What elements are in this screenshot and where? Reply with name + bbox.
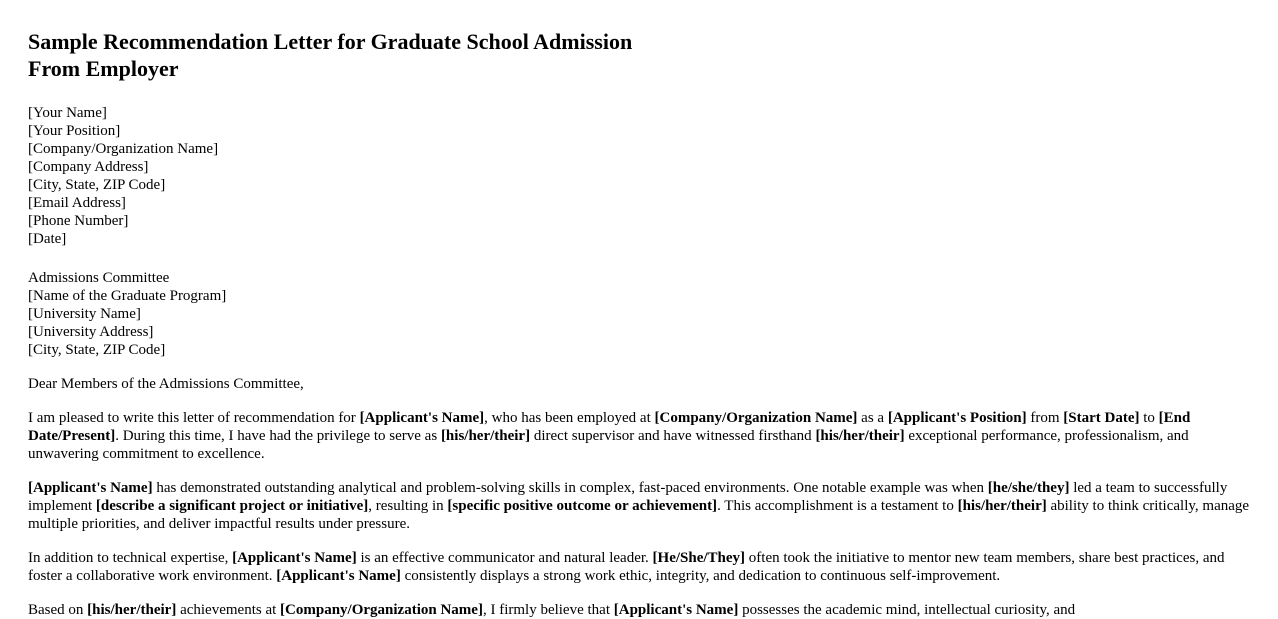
recipient-committee: Admissions Committee [28,270,170,286]
sender-company: [Company/Organization Name] [28,141,219,157]
sender-position: [Your Position] [28,123,121,139]
placeholder-field: [specific positive outcome or achievement] [447,498,718,514]
placeholder-field: [Applicant's Position] [887,410,1027,426]
recipient-address-block [28,269,1250,359]
placeholder-field: [Applicant's Name] [232,550,357,566]
sender-city-state-zip: [City, State, ZIP Code] [28,177,166,193]
placeholder-field: [He/She/They] [652,550,746,566]
page-title [28,28,1250,82]
placeholder-field: [his/her/their] [87,602,177,618]
body-paragraph-2: [Applicant's Name] has demonstrated outstanding analytical and problem-solving skills in complex, fast-paced environments. One notable example was when [he/she/they] led a team to successfully implement [describe a significant project or initiative], resulting in [specific positive outcome or achievement]. This accomplishment is a testament to [his/her/their] ability to think critically, manage multiple priorities, and deliver impactful results under pressure. [28,480,1250,532]
placeholder-field: [his/her/their] [957,498,1047,514]
placeholder-field: [his/her/their] [815,428,905,444]
recipient-program: [Name of the Graduate Program] [28,288,227,304]
placeholder-field: [Applicant's Name] [359,410,485,426]
salutation: Dear Members of the Admissions Committee, [28,376,304,392]
sender-company-address: [Company Address] [28,159,149,175]
recipient-city-state-zip: [City, State, ZIP Code] [28,342,166,358]
placeholder-field: [Applicant's Name] [613,602,739,618]
placeholder-field: [his/her/their] [440,428,531,444]
recipient-university-address: [University Address] [28,324,154,340]
placeholder-field: [Company/Organization Name] [280,602,483,618]
title-line-2: From Employer [28,56,179,81]
body-paragraph-1: I am pleased to write this letter of recommendation for [Applicant's Name], who has been employed at [Company/Organization Name] as a [Applicant's Position] from [Start Date] to [End Date/Present]. During this time, I have had the privilege to serve as [his/her/their] direct supervisor and have witnessed firsthand [his/her/their] exceptional performance, professionalism, and unwavering commitment to excellence. [28,410,1191,462]
body-paragraph-3: In addition to technical expertise, [Applicant's Name] is an effective communicator and natural leader. [He/She/They] often took the initiative to mentor new team members, share best practices, and foster a collaborative work environment. [Applicant's Name] consistently displays a strong work ethic, integrity, and dedication to continuous self-improvement. [28,550,1225,584]
placeholder-field: [describe a significant project or initiative] [95,498,369,514]
recipient-university: [University Name] [28,306,141,322]
placeholder-field: [Start Date] [1063,410,1140,426]
placeholder-field: [Applicant's Name] [276,568,401,584]
sender-address-block [28,104,1250,248]
placeholder-field: [Applicant's Name] [28,480,153,496]
placeholder-field: [he/she/they] [987,480,1070,496]
letter-document [28,28,1250,619]
body-paragraph-4: Based on [his/her/their] achievements at [Company/Organization Name], I firmly believe that [Applicant's Name] possesses the academic mind, intellectual curiosity, and [28,602,1076,618]
sender-name: [Your Name] [28,105,107,121]
sender-phone: [Phone Number] [28,213,129,229]
title-line-1: Sample Recommendation Letter for Graduate School Admission [28,29,633,54]
placeholder-field: [Company/Organization Name] [654,410,858,426]
placeholder-field: [End Date/Present] [28,410,1191,444]
sender-email: [Email Address] [28,195,126,211]
letter-date: [Date] [28,231,67,247]
